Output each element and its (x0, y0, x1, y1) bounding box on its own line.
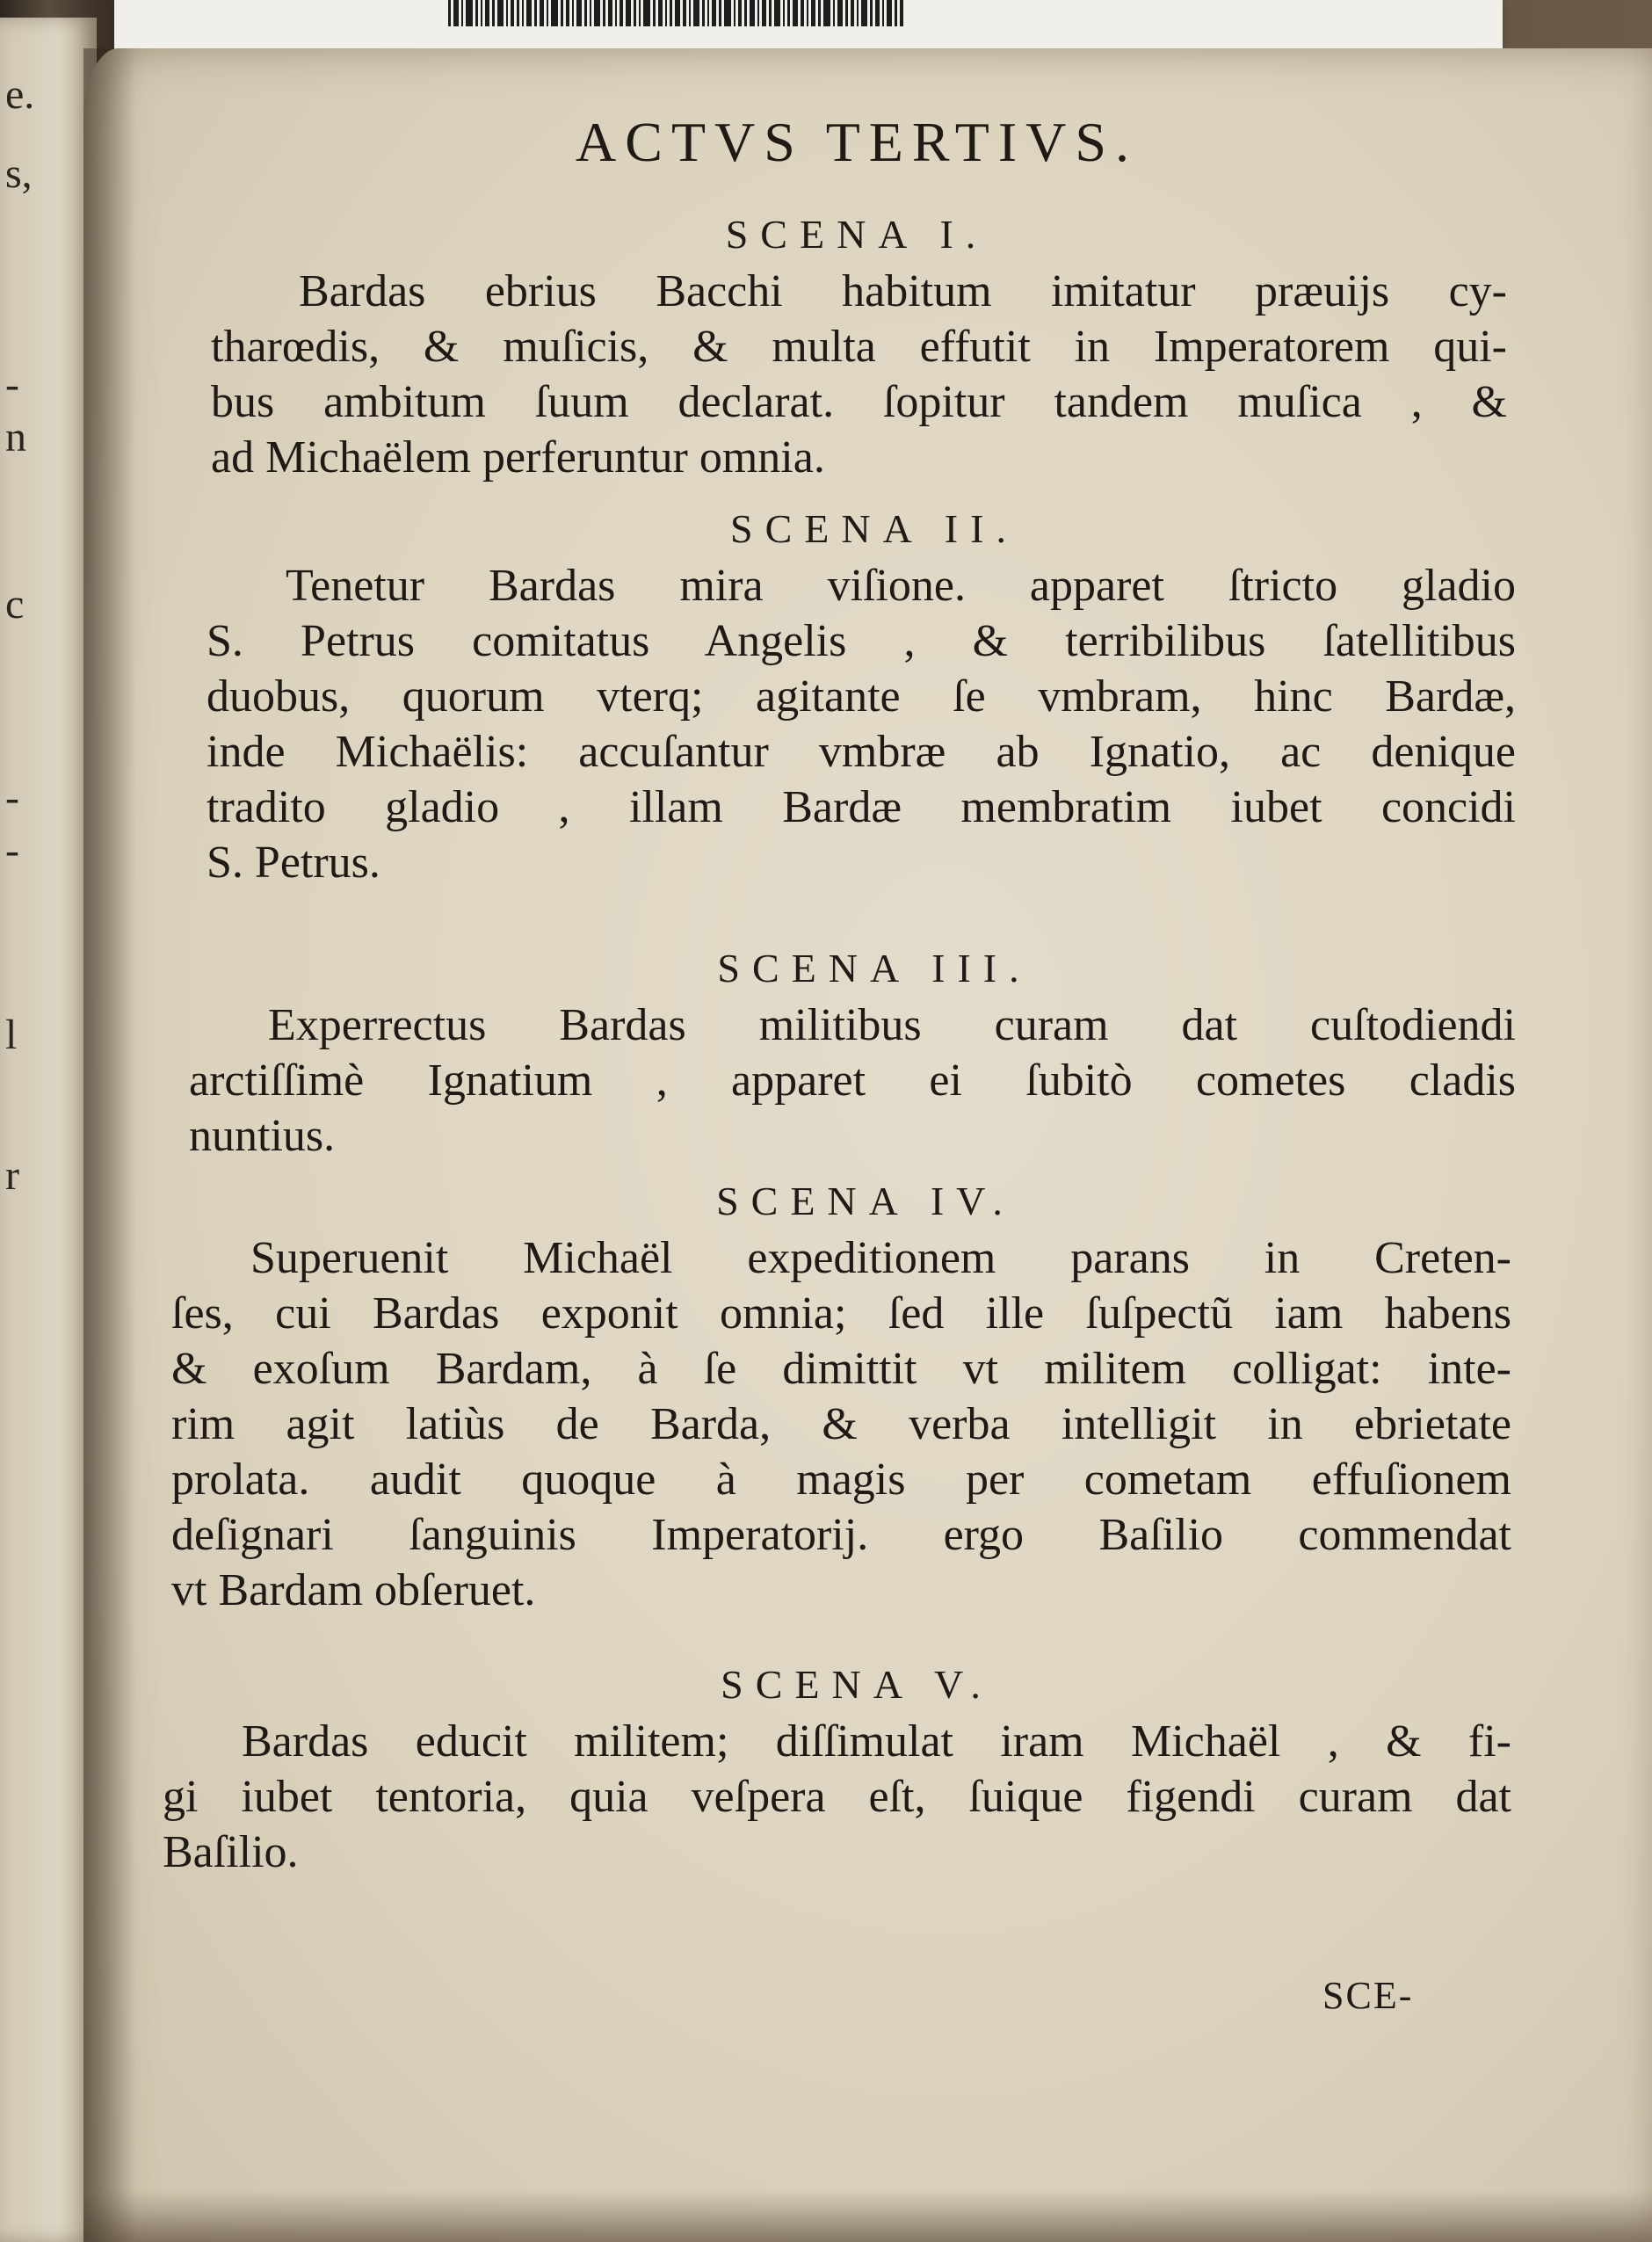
barcode-bar (750, 0, 755, 26)
barcode-bar (675, 0, 680, 26)
text-line: prolata. audit quoque à magis per cometam effuſionem (171, 1455, 1511, 1505)
book-page (83, 48, 1652, 2242)
barcode-bar (870, 0, 873, 26)
left-margin-mark: e. (5, 71, 35, 118)
left-margin-mark: s, (5, 150, 33, 197)
scene-summary (211, 264, 1507, 485)
text-line: S. Petrus comitatus Angelis , & terribilibus ſatellitibus (206, 616, 1516, 666)
scene-heading: SCENA II. (730, 506, 1018, 551)
barcode-bar (801, 0, 804, 26)
barcode-bar (653, 0, 656, 26)
barcode-bar (466, 0, 473, 26)
barcode-bar (833, 0, 835, 26)
barcode-bar (719, 0, 721, 26)
barcode-bar (448, 0, 451, 26)
barcode-bar (497, 0, 504, 26)
barcode-bar (658, 0, 663, 26)
barcode-bar (861, 0, 867, 26)
barcode-bar (882, 0, 884, 26)
barcode-bar (757, 0, 759, 26)
barcode-bar (670, 0, 672, 26)
barcode-bar (590, 0, 591, 26)
barcode-bar (712, 0, 716, 26)
barcode-bar (639, 0, 641, 26)
act-title: ACTVS TERTIVS. (576, 111, 1138, 173)
barcode-bar (461, 0, 463, 26)
barcode-bar (823, 0, 830, 26)
barcode-bar (845, 0, 848, 26)
text-line: S. Petrus. (206, 838, 380, 888)
text-line: rim agit latiùs de Barda, & verba intelligit in ebrietate (171, 1399, 1511, 1449)
barcode-bar (900, 0, 903, 26)
scene-summary (171, 1230, 1511, 1618)
page-text (83, 48, 1652, 2242)
barcode-bar (783, 0, 785, 26)
barcode-bar (769, 0, 772, 26)
left-margin-mark: c (5, 581, 25, 628)
barcode-bar (851, 0, 854, 26)
barcode-bar (818, 0, 821, 26)
barcode-bar (643, 0, 650, 26)
text-line: tharœdis, & muſicis, & multa effutit in Imperatorem qui- (211, 322, 1507, 372)
scene-heading: SCENA V. (721, 1662, 993, 1707)
barcode-bar (857, 0, 859, 26)
scene-heading: SCENA III. (717, 946, 1032, 990)
page-bottom-shading (83, 2189, 1652, 2242)
barcode-bar (887, 0, 892, 26)
text-line: ſes, cui Bardas exponit omnia; ſed ille ſuſpectũ iam habens (171, 1288, 1511, 1339)
left-margin-mark: n (5, 414, 26, 461)
barcode-bar (481, 0, 482, 26)
text-line: inde Michaëlis: accuſantur vmbræ ab Ignatio, ac denique (206, 727, 1516, 777)
barcode-bar (689, 0, 691, 26)
text-line: & exoſum Bardam, à ſe dimittit vt militem colligat: inte- (171, 1344, 1511, 1394)
barcode-bar (453, 0, 459, 26)
barcode-bar (584, 0, 587, 26)
text-line: duobus, quorum vterq; agitante ſe vmbram, hinc Bardæ, (206, 671, 1516, 722)
barcode-bar (744, 0, 747, 26)
barcode-bar (475, 0, 478, 26)
left-margin-mark: - (5, 827, 19, 874)
left-margin-mark: r (5, 1152, 19, 1199)
barcode-bar (702, 0, 705, 26)
scene-summary (163, 1714, 1511, 1880)
scene-summary (189, 998, 1516, 1164)
barcode-bar (517, 0, 519, 26)
scene-heading: SCENA I. (725, 212, 989, 257)
barcode-bar (566, 0, 569, 26)
barcode-bar (738, 0, 742, 26)
barcode-bar (534, 0, 537, 26)
scene-summary (206, 558, 1516, 890)
barcode-bar (724, 0, 731, 26)
barcode-bar (626, 0, 631, 26)
barcode-bar (551, 0, 558, 26)
left-margin-mark: l (5, 1012, 18, 1058)
barcode-bar (603, 0, 605, 26)
text-line: tradito gladio , illam Bardæ membratim iubet concidi (206, 782, 1516, 832)
barcode-bar (492, 0, 495, 26)
barcode-bar (793, 0, 798, 26)
left-margin-mark: - (5, 361, 19, 408)
text-line: ad Michaëlem perferuntur omnia. (211, 432, 825, 483)
barcode-bar (762, 0, 766, 26)
spine-shadow (83, 48, 136, 2242)
text-line: Tenetur Bardas mira viſione. apparet ſtricto gladio (286, 561, 1516, 611)
barcode-bar (665, 0, 667, 26)
barcode-bar (615, 0, 617, 26)
barcode (448, 0, 1195, 26)
barcode-bar (620, 0, 623, 26)
barcode-bar (485, 0, 489, 26)
text-line: nuntius. (189, 1111, 336, 1161)
barcode-bar (572, 0, 574, 26)
barcode-bar (634, 0, 636, 26)
barcode-bar (895, 0, 897, 26)
catchword: SCE- (1322, 1974, 1414, 2017)
barcode-bar (837, 0, 843, 26)
barcode-bar (522, 0, 524, 26)
text-line: deſignari ſanguinis Imperatorij. ergo Baſilio commendat (171, 1510, 1511, 1560)
barcode-bar (807, 0, 808, 26)
text-line: gi iubet tentoria, quia veſpera eſt, ſuique figendi curam dat (163, 1772, 1511, 1822)
text-line: Baſilio. (163, 1827, 299, 1877)
barcode-bar (594, 0, 600, 26)
text-line: Superuenit Michaël expeditionem parans in Creten- (250, 1233, 1511, 1283)
text-line: arctiſſimè Ignatium , apparet ei ſubitò cometes cladis (189, 1056, 1516, 1106)
barcode-bar (707, 0, 709, 26)
barcode-bar (875, 0, 880, 26)
barcode-bar (526, 0, 532, 26)
text-line: bus ambitum ſuum declarat. ſopitur tandem muſica , & (211, 377, 1507, 427)
text-line: vt Bardam obſeruet. (171, 1565, 536, 1615)
barcode-bar (734, 0, 735, 26)
barcode-bar (576, 0, 582, 26)
barcode-bar (561, 0, 563, 26)
barcode-bar (693, 0, 699, 26)
scene-heading: SCENA IV. (716, 1179, 1015, 1223)
left-margin-mark: - (5, 774, 19, 821)
barcode-bar (608, 0, 612, 26)
barcode-bar (683, 0, 686, 26)
barcode-bar (540, 0, 544, 26)
text-line: Experrectus Bardas militibus curam dat cuſtodiendi (268, 1000, 1516, 1050)
text-line: Bardas ebrius Bacchi habitum imitatur præuijs cy- (299, 266, 1507, 316)
left-facing-page (0, 18, 97, 2242)
barcode-bar (787, 0, 790, 26)
text-line: Bardas educit militem; diſſimulat iram Michaël , & fi- (242, 1716, 1511, 1767)
barcode-bar (511, 0, 514, 26)
barcode-bar (547, 0, 548, 26)
barcode-bar (811, 0, 815, 26)
barcode-bar (506, 0, 508, 26)
barcode-bar (774, 0, 780, 26)
